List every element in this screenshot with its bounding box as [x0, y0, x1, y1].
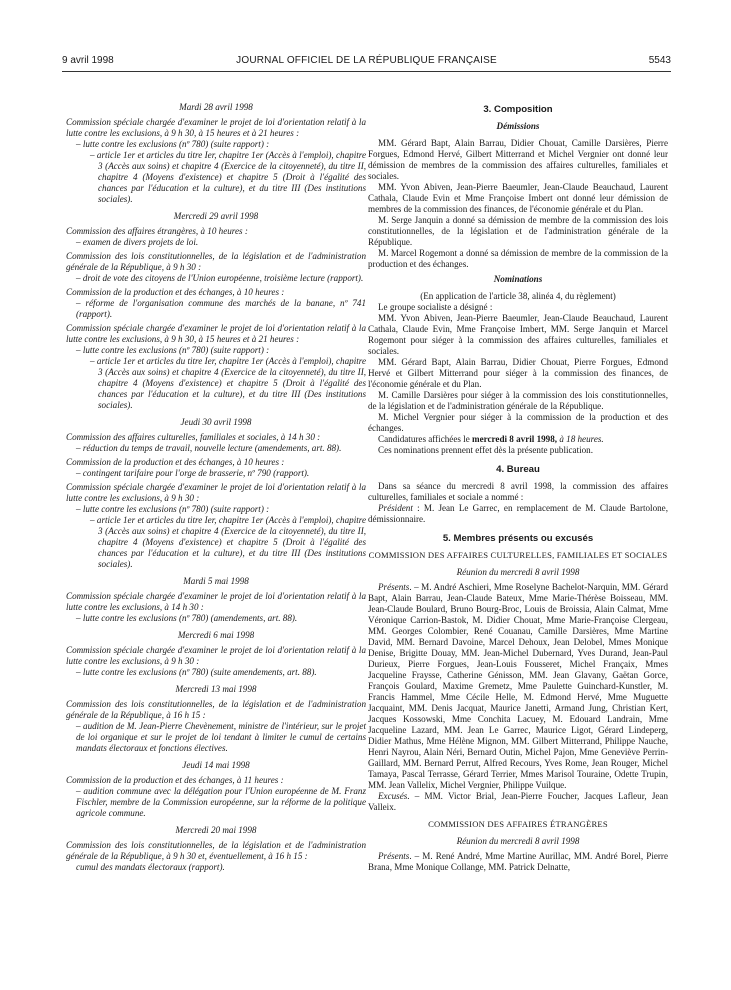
- text-run: Président: [378, 503, 413, 513]
- labelled-paragraph: [368, 851, 668, 873]
- agenda-item: – réforme de l'organisation commune des marchés de la banane, nº 741 (rapport).: [76, 298, 366, 319]
- page-number: 5543: [648, 55, 671, 66]
- text-run: Présents: [378, 851, 410, 861]
- text-run: Candidatures affichées le: [378, 434, 473, 444]
- text-run: Présents: [378, 582, 410, 592]
- agenda-item: – lutte contre les exclusions (nº 780) (suite rapport) :: [76, 139, 270, 149]
- day-heading: Jeudi 14 mai 1998: [182, 760, 250, 770]
- commission-line: Commission de la production et des échanges, à 11 heures :: [66, 775, 284, 785]
- day-heading: Mercredi 6 mai 1998: [177, 630, 255, 640]
- agenda-item: – lutte contre les exclusions (nº 780) (suite amendements, art. 88).: [76, 667, 317, 677]
- paragraph: MM. Yvon Abiven, Jean-Pierre Baeumler, Jean-Claude Beauchaud, Laurent Cathala, Claude Evin et Mme Françoise Imbert ont donné leur démission de membres de la commission des finances, de l'économie générale et du Plan.: [368, 182, 668, 214]
- agenda-item: cumul des mandats électoraux (rapport).: [76, 862, 225, 872]
- agenda-subitem: – article 1er et articles du titre Ier, chapitre 1er (Accès à l'emploi), chapitre 3 (Accès aux soins) et chapitre 4 (Exercice de la citoyenneté), du titre II, chapitre 4 (Moyens d'existence) et chapitre 5 (Droit à l'égalité des chances par l'éducation et la culture), et du titre III (Des institutions sociales).: [90, 150, 366, 204]
- paragraph: MM. Yvon Abiven, Jean-Pierre Baeumler, Jean-Claude Beauchaud, Laurent Cathala, Claude Evin, Mme Françoise Imbert, MM. Serge Janquin et Marcel Rogemont pour siéger à la commission des affaires culturelles, familiales et sociales.: [368, 313, 668, 356]
- day-heading: Mercredi 13 mai 1998: [175, 684, 257, 694]
- day-heading: Réunion du mercredi 8 avril 1998: [456, 836, 580, 846]
- day-heading: Jeudi 30 avril 1998: [180, 417, 252, 427]
- agenda-item: – contingent tarifaire pour l'orge de brasserie, nº 790 (rapport).: [76, 468, 310, 478]
- header-date: 9 avril 1998: [62, 55, 114, 66]
- commission-line: Commission spéciale chargée d'examiner le projet de loi d'orientation relatif à la lutte contre les exclusions, à 9 h 30 :: [66, 482, 366, 503]
- labelled-paragraph: [368, 503, 668, 525]
- commission-title: COMMISSION DES AFFAIRES CULTURELLES, FAMILIALES ET SOCIALES: [368, 550, 668, 560]
- agenda-item: – audition de M. Jean-Pierre Chevènement, ministre de l'intérieur, sur le projet de loi organique et sur le projet de loi tendant à limiter le cumul de certains mandats électoraux et fonctions électives.: [76, 721, 366, 753]
- agenda-item: – réduction du temps de travail, nouvelle lecture (amendements, art. 88).: [76, 443, 342, 453]
- header-rule: [62, 71, 671, 72]
- agenda-item: – lutte contre les exclusions (nº 780) (suite rapport) :: [76, 345, 270, 355]
- commission-line: Commission spéciale chargée d'examiner le projet de loi d'orientation relatif à la lutte contre les exclusions, à 9 h 30 :: [66, 645, 366, 666]
- commission-line: Commission des lois constitutionnelles, de la législation et de l'administration générale de la République, à 9 h 30 et, éventuellement, à 16 h 15 :: [66, 840, 366, 861]
- commission-line: Commission de la production et des échanges, à 10 heures :: [66, 287, 285, 297]
- paragraph: M. Camille Darsières pour siéger à la commission des lois constitutionnelles, de la législation et de l'administration générale de la République.: [368, 390, 668, 411]
- paragraph: Ces nominations prennent effet dès la présente publication.: [378, 445, 593, 455]
- page-header: [62, 55, 671, 69]
- paragraph: M. Michel Vergnier pour siéger à la commission de la production et des échanges.: [368, 412, 668, 433]
- labelled-paragraph: [368, 582, 668, 791]
- text-run: mercredi 8 avril 1998,: [472, 434, 558, 444]
- commission-line: Commission spéciale chargée d'examiner le projet de loi d'orientation relatif à la lutte contre les exclusions, à 9 h 30, à 15 heures et à 21 heures :: [66, 323, 366, 344]
- subsection-heading: Démissions: [496, 121, 540, 131]
- right-column: [368, 96, 668, 873]
- commission-line: Commission spéciale chargée d'examiner le projet de loi d'orientation relatif à la lutte contre les exclusions, à 14 h 30 :: [66, 591, 366, 612]
- text-run: Excusés: [378, 791, 408, 801]
- subsection-heading: Nominations: [493, 274, 543, 284]
- agenda-item: – droit de vote des citoyens de l'Union européenne, troisième lecture (rapport).: [76, 273, 364, 283]
- section-heading: 5. Membres présents ou excusés: [442, 533, 594, 544]
- left-column: [66, 96, 366, 873]
- day-heading: Mardi 28 avril 1998: [179, 102, 253, 112]
- commission-line: Commission de la production et des échanges, à 10 heures :: [66, 457, 285, 467]
- text-run: . – M. André Aschieri, Mme Roselyne Bachelot-Narquin, MM. Gérard Bapt, Alain Barrau, Jean-Claude Bateux, Mme Marie-Thérèse Boisseau, MM. Jean-Claude Boulard, Bruno Bourg-Broc, Louis de Broissia, Alain Calmat, Mme Véronique Carrion-Bastok, M. Didier Chouat, Mme Marie-Françoise Clergeau, MM. Georges Colombier, René Couanau, Camille Darsières, Mme Martine David, MM. Bernard Davoine, Marcel Dehoux, Jean Delobel, Mmes Monique Denise, Brigitte Douay, MM. Jean-Michel Dubernard, Yves Durand, Jean-Paul Durieux, Pierre Forgues, Jean-Louis Fousseret, Michel Françaix, Mmes Jacqueline Fraysse, Catherine Génisson, MM. Jean Glavany, Gaëtan Gorce, François Goulard, Maxime Gremetz, Mme Paulette Guinchard-Kunstler, M. Francis Hammel, Mme Cécile Helle, M. Edmond Hervé, Mme Muguette Jacquaint, MM. Denis Jacquat, Maurice Janetti, Armand Jung, Christian Kert, Jacques Kossowski, Mme Conchita Lacuey, M. Edouard Landrain, Mme Jacqueline Lazard, MM. Jean Le Garrec, Maurice Ligot, Gérard Lindeperg, Didier Mathus, Mme Hélène Mignon, MM. Gilbert Mitterrand, Philippe Nauche, Henri Nayrou, Alain Néri, Bernard Outin, Michel Pajon, Mme Geneviève Perrin-Gaillard, MM. Bernard Perrut, Alfred Recours, Yves Rome, Jean Rouger, Michel Tamaya, Pascal Terrasse, Gérard Terrier, Mmes Marisol Touraine, Odette Trupin, MM. Jean Vallelix, Michel Vergnier, Philippe Vuilque.: [368, 582, 668, 790]
- agenda-item: – examen de divers projets de loi.: [76, 237, 199, 247]
- commission-line: Commission spéciale chargée d'examiner le projet de loi d'orientation relatif à la lutte contre les exclusions, à 9 h 30, à 15 heures et à 21 heures :: [66, 117, 366, 138]
- agenda-subitem: – article 1er et articles du titre Ier, chapitre 1er (Accès à l'emploi), chapitre 3 (Accès aux soins) et chapitre 4 (Exercice de la citoyenneté), du titre II, chapitre 4 (Moyens d'existence) et chapitre 5 (Droit à l'égalité des chances par l'éducation et la culture), et du titre III (Des institutions sociales).: [90, 515, 366, 569]
- text-run: : M. Jean Le Garrec, en remplacement de M. Claude Bartolone, démissionnaire.: [368, 503, 668, 524]
- commission-title: COMMISSION DES AFFAIRES ÉTRANGÈRES: [428, 819, 608, 829]
- centered-note: (En application de l'article 38, alinéa 4, du règlement): [420, 291, 616, 301]
- day-heading: Réunion du mercredi 8 avril 1998: [456, 567, 580, 577]
- paragraph: Dans sa séance du mercredi 8 avril 1998, la commission des affaires culturelles, familiales et sociale a nommé :: [368, 481, 668, 502]
- commission-line: Commission des affaires étrangères, à 10 heures :: [66, 226, 248, 236]
- paragraph: MM. Gérard Bapt, Alain Barrau, Didier Chouat, Pierre Forgues, Edmond Hervé et Gilbert Mitterrand pour siéger à la commission des finances, de l'économie générale et du Plan.: [368, 357, 668, 389]
- labelled-paragraph: [368, 791, 668, 813]
- agenda-item: – lutte contre les exclusions (nº 780) (suite rapport) :: [76, 504, 270, 514]
- agenda-item: – audition commune avec la délégation pour l'Union européenne de M. Franz Fischler, membre de la Commission européenne, sur la réforme de la politique agricole commune.: [76, 786, 366, 818]
- journal-title: JOURNAL OFFICIEL DE LA RÉPUBLIQUE FRANÇAISE: [236, 55, 497, 66]
- agenda-item: – lutte contre les exclusions (nº 780) (amendements, art. 88).: [76, 613, 298, 623]
- paragraph: MM. Gérard Bapt, Alain Barrau, Didier Chouat, Camille Darsières, Pierre Forgues, Edmond Hervé, Gilbert Mitterrand et Michel Vergnier ont donné leur démission de membres de la commission des affaires culturelles, familiales et sociales.: [368, 138, 668, 181]
- section-heading: 4. Bureau: [496, 464, 540, 475]
- commission-line: Commission des lois constitutionnelles, de la législation et de l'administration générale de la République, à 16 h 15 :: [66, 699, 366, 720]
- text-run: à 18 heures.: [557, 434, 604, 444]
- paragraph: Le groupe socialiste a désigné :: [378, 302, 493, 312]
- section-heading: 3. Composition: [483, 104, 553, 115]
- text-run: . – MM. Victor Brial, Jean-Pierre Foucher, Jacques Lafleur, Jean Valleix.: [368, 791, 668, 812]
- candidatures-line: [368, 434, 668, 445]
- agenda-subitem: – article 1er et articles du titre Ier, chapitre 1er (Accès à l'emploi), chapitre 3 (Accès aux soins) et chapitre 4 (Exercice de la citoyenneté), du titre II, chapitre 4 (Moyens d'existence) et chapitre 5 (Droit à l'égalité des chances par l'éducation et la culture), et du titre III (Des institutions sociales).: [90, 356, 366, 410]
- commission-line: Commission des affaires culturelles, familiales et sociales, à 14 h 30 :: [66, 432, 321, 442]
- day-heading: Mercredi 29 avril 1998: [173, 211, 259, 221]
- text-run: . – M. René André, Mme Martine Aurillac, MM. André Borel, Pierre Brana, Mme Monique Collange, MM. Patrick Delnatte,: [368, 851, 668, 872]
- commission-line: Commission des lois constitutionnelles, de la législation et de l'administration générale de la République, à 9 h 30 :: [66, 251, 366, 272]
- paragraph: M. Serge Janquin a donné sa démission de membre de la commission des lois constitutionnelles, de la législation et de l'administration générale de la République.: [368, 215, 668, 247]
- day-heading: Mardi 5 mai 1998: [183, 576, 249, 586]
- day-heading: Mercredi 20 mai 1998: [175, 825, 257, 835]
- paragraph: M. Marcel Rogemont a donné sa démission de membre de la commission de la production et des échanges.: [368, 248, 668, 269]
